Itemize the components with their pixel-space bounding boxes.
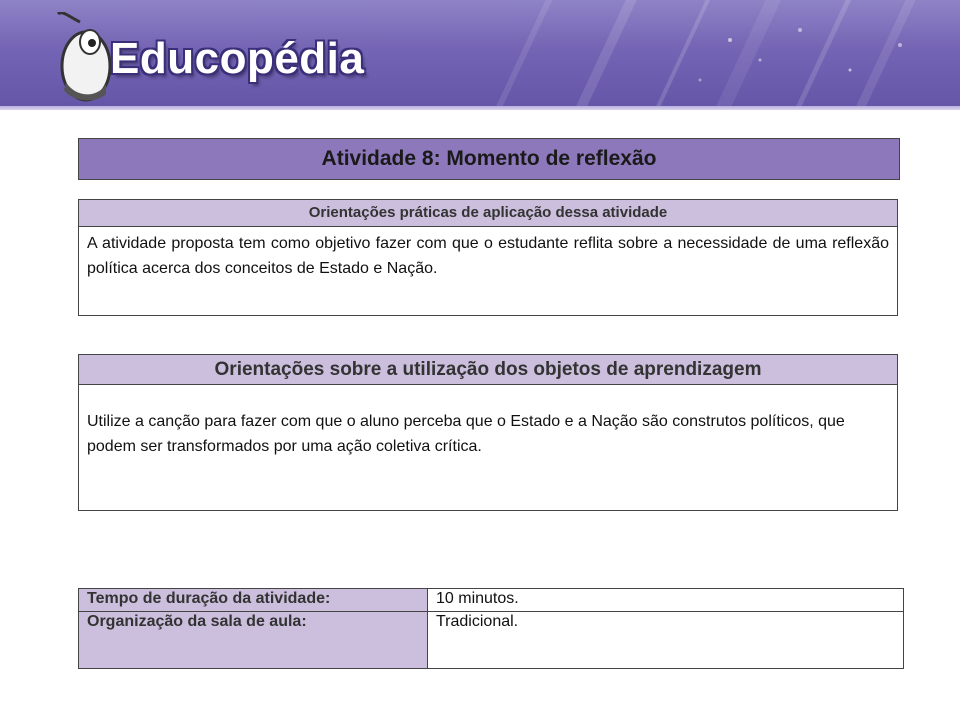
practical-guidance-heading: Orientações práticas de aplicação dessa atividade xyxy=(79,200,897,227)
decorative-rays xyxy=(400,0,960,110)
educopedia-logo: Educopédia xyxy=(110,34,365,83)
header-banner xyxy=(0,0,960,110)
activity-title-bar xyxy=(78,138,900,180)
duration-label: Tempo de duração da atividade: xyxy=(79,589,428,612)
table-row xyxy=(79,589,904,612)
classroom-organization-value: Tradicional. xyxy=(428,612,904,669)
classroom-organization-label: Organização da sala de aula: xyxy=(79,612,428,669)
learning-objects-heading: Orientações sobre a utilização dos objetos de aprendizagem xyxy=(79,355,897,385)
learning-objects-box xyxy=(78,354,898,511)
activity-details-table xyxy=(78,588,904,669)
table-row xyxy=(79,612,904,669)
duration-value: 10 minutos. xyxy=(428,589,904,612)
activity-title: Atividade 8: Momento de reflexão xyxy=(321,147,657,170)
practical-guidance-box xyxy=(78,199,898,316)
practical-guidance-text: A atividade proposta tem como objetivo fazer com que o estudante reflita sobre a necessidade de uma reflexão política acerca dos conceitos de Estado e Nação. xyxy=(87,235,889,277)
mouse-mascot-icon xyxy=(50,12,114,104)
learning-objects-text: Utilize a canção para fazer com que o aluno perceba que o Estado e a Nação são construtos políticos, que podem ser transformados por uma ação coletiva crítica. xyxy=(87,413,845,455)
